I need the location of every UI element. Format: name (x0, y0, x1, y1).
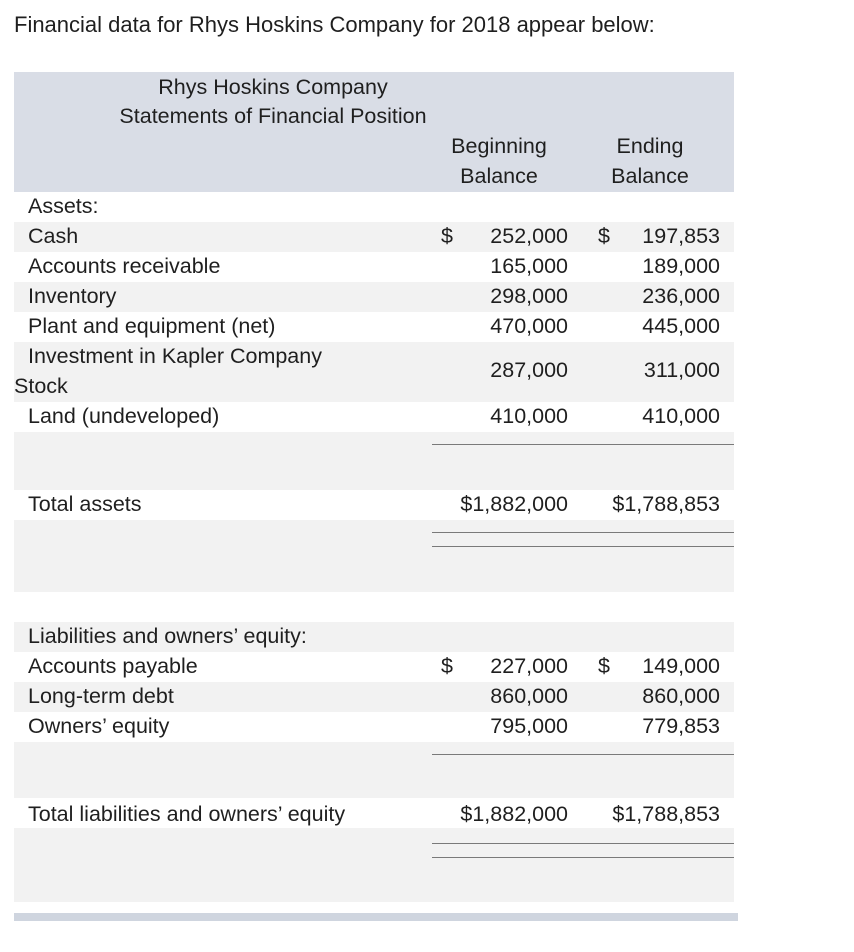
ap-beginning: 227,000 (490, 654, 568, 678)
subtotal-rule (432, 754, 734, 755)
company-name: Rhys Hoskins Company (158, 75, 388, 99)
row-label-accounts-payable: Accounts payable (28, 654, 198, 678)
row-label-cash: Cash (28, 224, 79, 248)
total-liabilities-ending: $1,788,853 (612, 802, 720, 826)
col-beginning-line1: Beginning (451, 134, 547, 158)
cash-beginning: 252,000 (490, 224, 568, 248)
plant-beginning: 470,000 (490, 314, 568, 338)
land-beginning: 410,000 (490, 404, 568, 428)
statement-title: Statements of Financial Position (119, 104, 427, 128)
row-label-owners-equity: Owners’ equity (28, 714, 170, 738)
row-label-total-liabilities: Total liabilities and owners’ equity (28, 802, 346, 826)
col-ending-line2: Balance (611, 164, 689, 188)
table-bottom-bar (14, 913, 738, 921)
double-rule-bottom (432, 546, 734, 547)
liabilities-heading: Liabilities and owners’ equity: (28, 624, 307, 648)
investment-ending: 311,000 (643, 358, 720, 382)
double-rule-bottom (432, 857, 734, 858)
subtotal-rule (432, 444, 734, 445)
plant-ending: 445,000 (642, 314, 720, 338)
intro-text: Financial data for Rhys Hoskins Company for 2018 appear below: (14, 12, 655, 37)
dollar-sign: $ (441, 654, 453, 678)
land-ending: 410,000 (642, 404, 720, 428)
row-label-investment-line1: Investment in Kapler Company (28, 344, 322, 368)
col-beginning-line2: Balance (460, 164, 538, 188)
ar-beginning: 165,000 (490, 254, 568, 278)
dollar-sign: $ (441, 224, 453, 248)
row-label-inventory: Inventory (28, 284, 117, 308)
row-label-long-term-debt: Long-term debt (28, 684, 174, 708)
row-label-accounts-receivable: Accounts receivable (28, 254, 221, 278)
ltd-ending: 860,000 (642, 684, 720, 708)
oe-ending: 779,853 (642, 714, 720, 738)
investment-beginning: 287,000 (490, 358, 568, 382)
ap-ending: 149,000 (642, 654, 720, 678)
total-liabilities-beginning: $1,882,000 (460, 802, 568, 826)
cash-ending: 197,853 (642, 224, 720, 248)
ltd-beginning: 860,000 (490, 684, 568, 708)
oe-beginning: 795,000 (490, 714, 568, 738)
row-label-investment-line2: Stock (14, 374, 68, 398)
dollar-sign: $ (598, 224, 610, 248)
ar-ending: 189,000 (642, 254, 720, 278)
inventory-beginning: 298,000 (490, 284, 568, 308)
assets-heading: Assets: (28, 194, 99, 218)
statement-header (14, 72, 734, 192)
row-label-land: Land (undeveloped) (28, 404, 220, 428)
row-label-total-assets: Total assets (28, 492, 142, 516)
double-rule-top (432, 843, 734, 844)
dollar-sign: $ (598, 654, 610, 678)
double-rule-top (432, 532, 734, 533)
total-assets-beginning: $1,882,000 (460, 492, 568, 516)
col-ending-line1: Ending (616, 134, 684, 158)
total-assets-ending: $1,788,853 (612, 492, 720, 516)
row-label-plant-equipment: Plant and equipment (net) (28, 314, 276, 338)
inventory-ending: 236,000 (642, 284, 720, 308)
